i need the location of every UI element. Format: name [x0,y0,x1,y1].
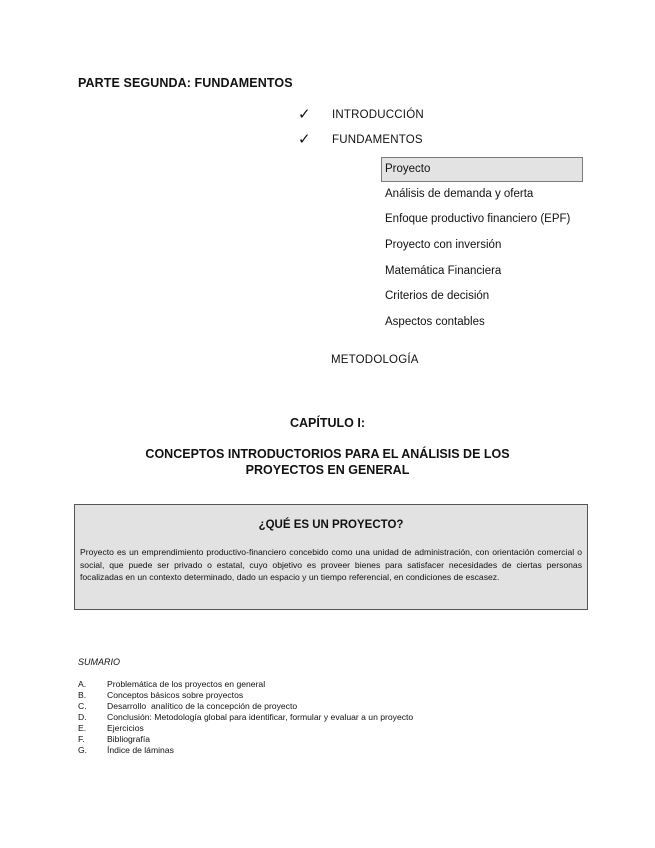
list-item-text: Bibliografía [107,734,150,744]
sumario-list [78,679,413,756]
sub-item-proyecto-con-inversion[interactable]: Proyecto con inversión [385,239,502,251]
list-item-letter: G. [78,745,88,755]
list-item[interactable] [78,734,413,745]
list-item-text: Conceptos básicos sobre proyectos [107,690,244,700]
nav-item-label: FUNDAMENTOS [332,134,423,146]
sub-item-enfoque-productivo[interactable]: Enfoque productivo financiero (EPF) [385,213,571,225]
sub-item-analisis-demanda-oferta[interactable]: Análisis de demanda y oferta [385,188,534,200]
definition-box [74,504,588,610]
definition-title: ¿QUÉ ES UN PROYECTO? [258,519,404,531]
list-item-letter: B. [78,690,87,700]
checkmark-icon: ✓ [298,106,311,123]
sub-item-aspectos-contables[interactable]: Aspectos contables [385,316,485,328]
chapter-title: CAPÍTULO I: [290,416,365,430]
list-item-letter: C. [78,701,87,711]
list-item-letter: F. [78,734,85,744]
list-item-letter: E. [78,723,87,733]
list-item[interactable] [78,712,413,723]
sub-item-criterios-decision[interactable]: Criterios de decisión [385,290,490,302]
list-item-text: Índice de láminas [107,745,174,755]
nav-item-metodologia[interactable]: METODOLOGÍA [331,354,419,366]
list-item-text: Conclusión: Metodología global para identificar, formular y evaluar a un proyecto [107,712,414,722]
list-item-letter: A. [78,679,87,689]
list-item-text: Ejercicios [107,723,144,733]
checkmark-icon: ✓ [298,131,311,148]
list-item-letter: D. [78,712,87,722]
list-item[interactable] [78,690,413,701]
list-item[interactable] [78,701,413,712]
sub-item-proyecto[interactable]: Proyecto [381,157,583,182]
list-item-text: Problemática de los proyectos en general [107,679,266,689]
sumario-heading: SUMARIO [78,657,121,667]
part-title: PARTE SEGUNDA: FUNDAMENTOS [78,76,293,90]
definition-text: Proyecto es un emprendimiento productivo-financiero concebido como una unidad de administración, con orientación comercial o social, que puede ser privado o estatal, cuyo objetivo es proveer bienes para satisfacer necesidades de ciertas personas focalizadas en un contexto determinado, dado un espacio y un tiempo referencial, en condiciones de escasez. [80,547,582,582]
list-item-text: Desarrollo analítico de la concepción de proyecto [107,701,298,711]
sub-item-matematica-financiera[interactable]: Matemática Financiera [385,265,502,277]
nav-item-fundamentos[interactable] [298,133,423,147]
list-item[interactable] [78,745,413,756]
nav-item-introduccion[interactable] [298,108,424,122]
nav-item-label: INTRODUCCIÓN [332,109,424,121]
list-item[interactable] [78,679,413,690]
chapter-subtitle: CONCEPTOS INTRODUCTORIOS PARA EL ANÁLISIS DE LOS PROYECTOS EN GENERAL [145,447,510,477]
list-item[interactable] [78,723,413,734]
